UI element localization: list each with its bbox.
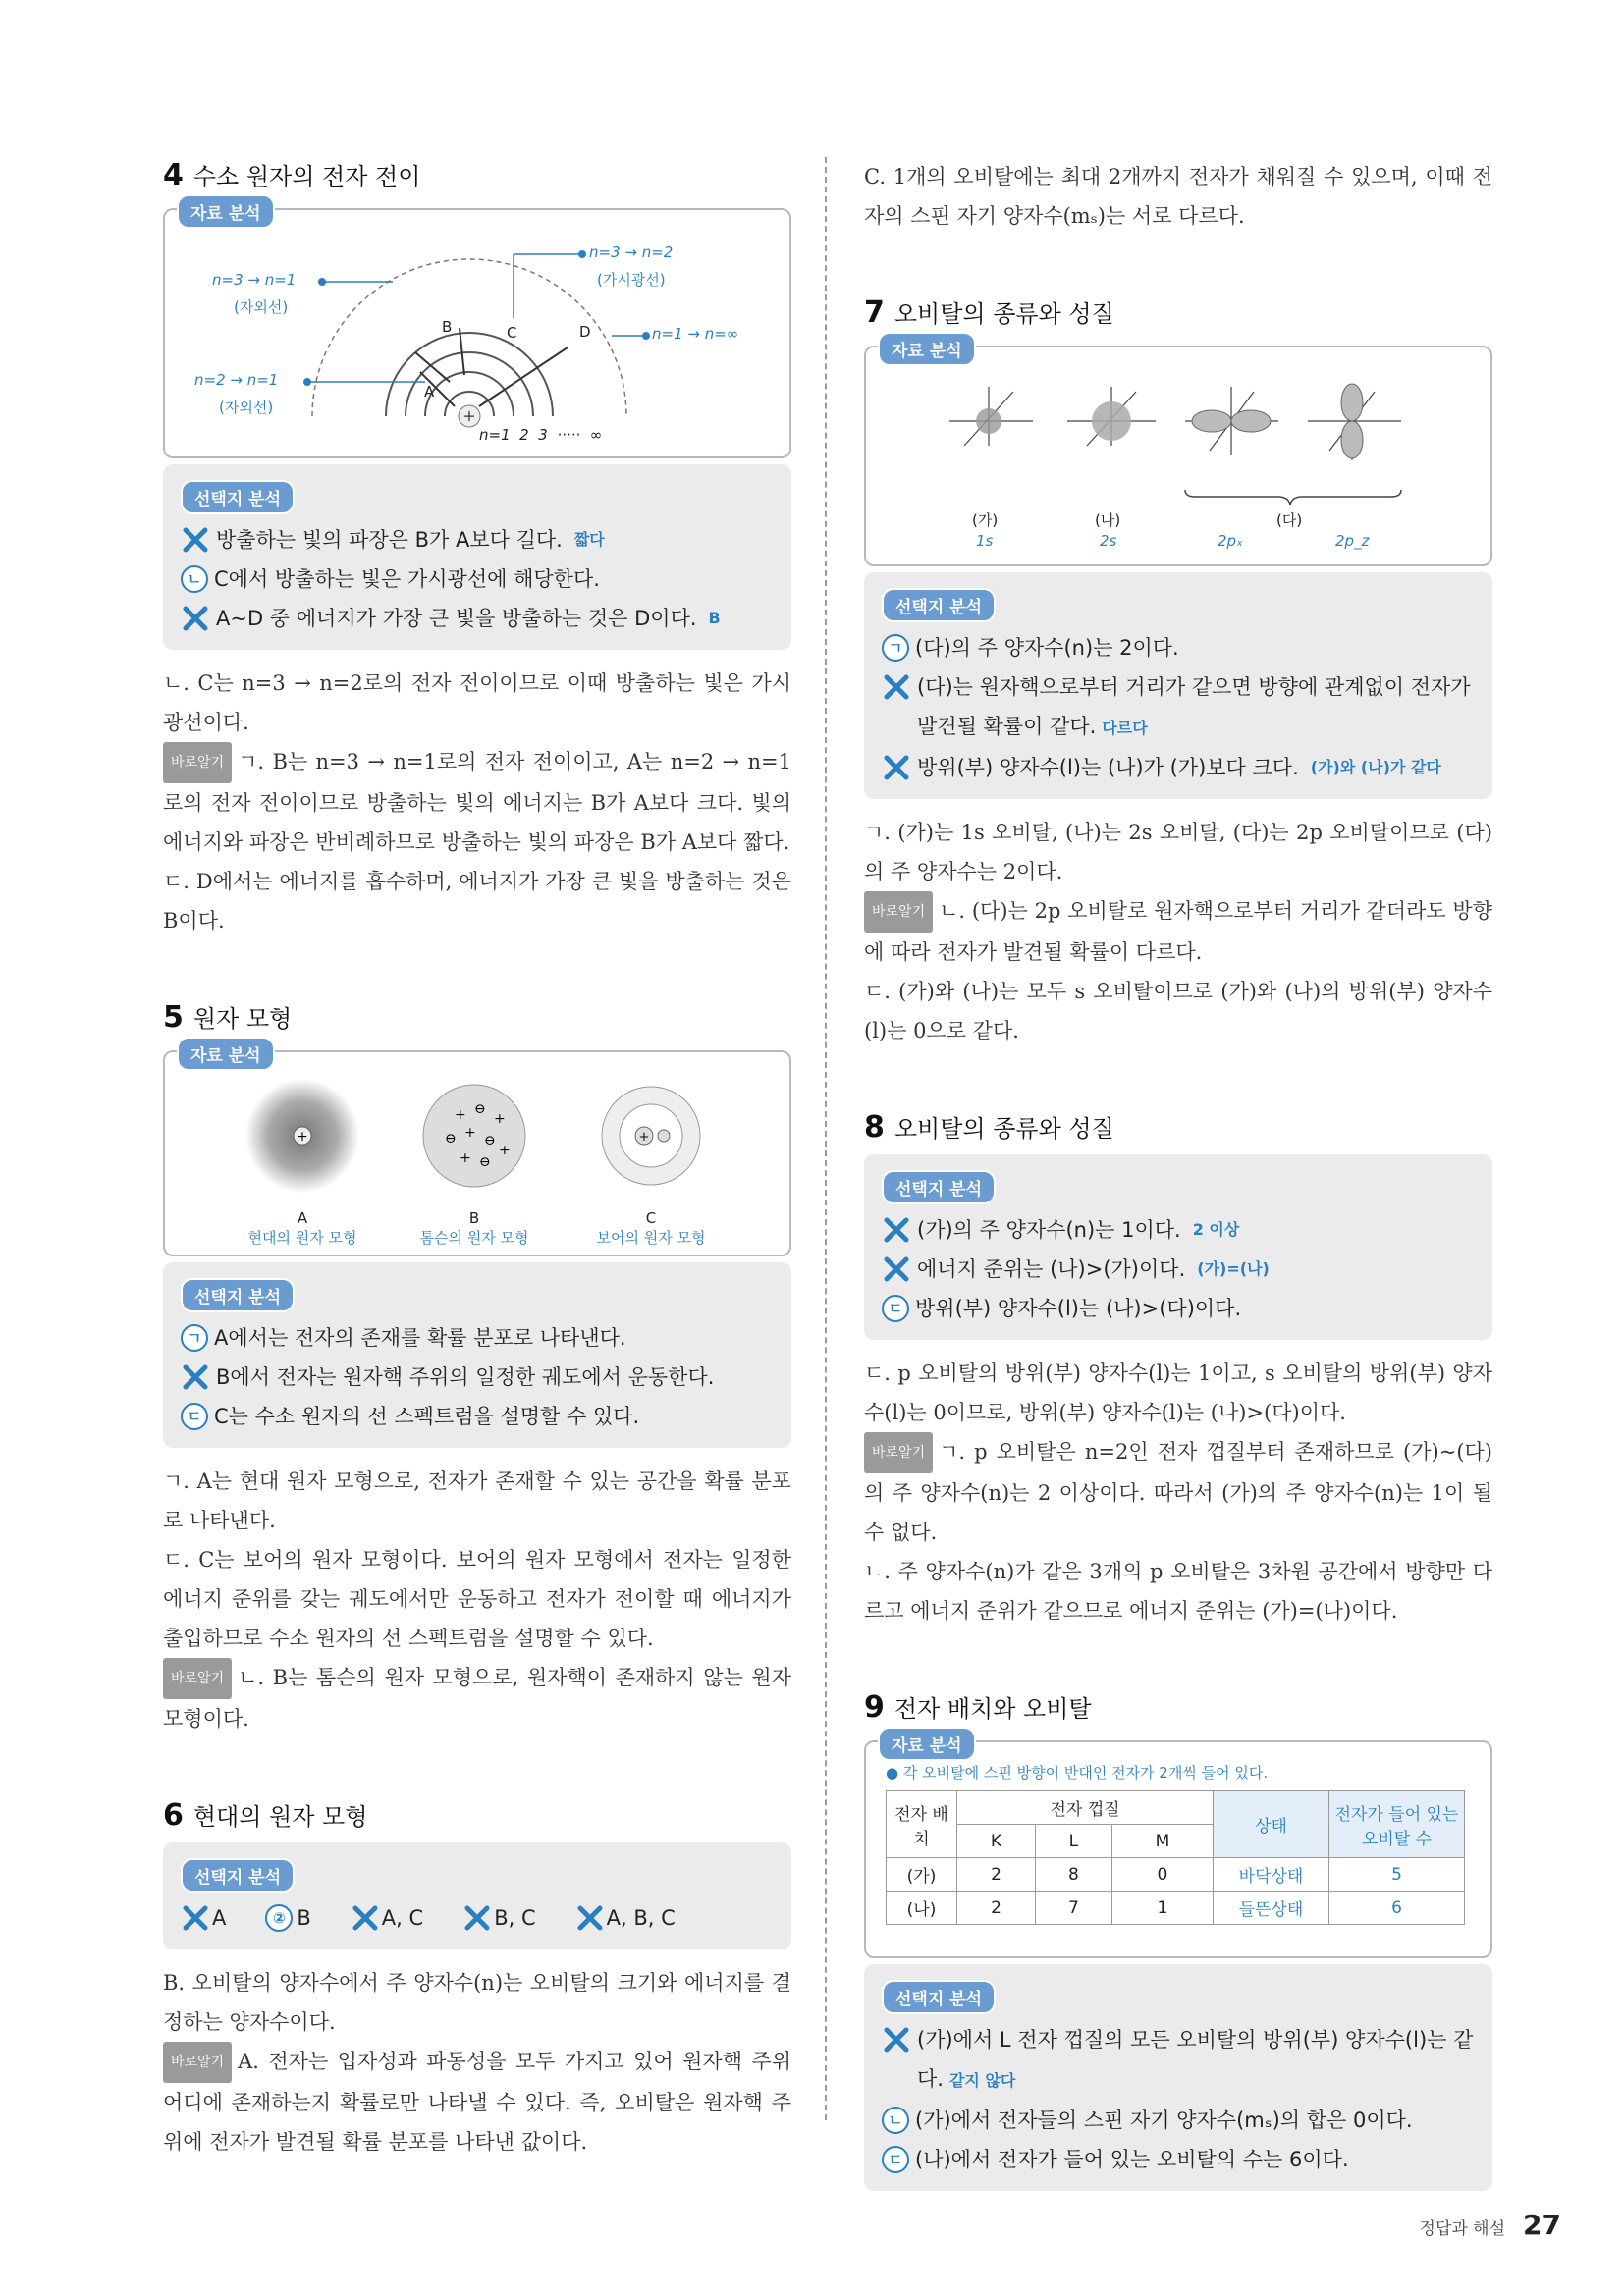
wrong-x-icon xyxy=(181,1903,210,1933)
header-K: K xyxy=(957,1825,1036,1858)
model-a-caption: A 현대의 원자 모형 xyxy=(247,1209,357,1247)
choice-item: (가)에서 L 전자 껍질의 모든 오비탈의 방위(부) 양자수(l)는 같다. 같지 않다 xyxy=(882,2020,1475,2101)
choice-item: ㄴ C에서 방출하는 빛은 가시광선에 해당한다. xyxy=(181,560,774,599)
label-B: B xyxy=(442,318,453,336)
data-analysis-tag: 자료 분석 xyxy=(177,194,275,229)
question-4 xyxy=(163,157,791,940)
column-divider xyxy=(825,157,827,2120)
wrong-x-icon xyxy=(181,1362,210,1392)
svg-text:+: + xyxy=(494,1111,506,1127)
header-state: 상태 xyxy=(1214,1791,1329,1858)
electron-config-table xyxy=(886,1790,1465,1925)
choice-item: 에너지 준위는 (나)>(가)이다. (가)=(나) xyxy=(882,1250,1475,1289)
data-analysis-tag: 자료 분석 xyxy=(177,1037,275,1071)
question-6-title: 6 현대의 원자 모형 xyxy=(163,1798,368,1833)
right-column xyxy=(864,157,1492,2191)
q9-data-box xyxy=(864,1736,1492,1958)
wrong-x-icon xyxy=(181,604,210,633)
question-9-title: 9 전자 배치와 오비탈 xyxy=(864,1690,1092,1725)
wrong-x-icon xyxy=(882,2025,911,2055)
left-column xyxy=(163,157,791,2230)
label-left1: n=3 → n=1 xyxy=(212,271,297,289)
orbital-name-2pz: 2p_z xyxy=(1335,532,1370,550)
orbital-name-1s: 1s xyxy=(976,532,994,550)
option-1: A xyxy=(181,1898,226,1938)
q9-choice-box xyxy=(864,1964,1492,2191)
choice-item: 방출하는 빛의 파장은 B가 A보다 길다. 짧다 xyxy=(181,520,774,560)
correct-circle-icon: ㄷ xyxy=(882,1295,909,1322)
svg-text:⊖: ⊖ xyxy=(445,1131,457,1147)
correction-badge: 바로알기 xyxy=(163,2042,232,2083)
choice-analysis-tag: 선택지 분석 xyxy=(181,480,295,514)
svg-text:+: + xyxy=(297,1129,308,1145)
model-b-caption: B 톰슨의 원자 모형 xyxy=(419,1209,529,1247)
header-L: L xyxy=(1035,1825,1111,1858)
correct-circle-icon: ㄷ xyxy=(181,1403,208,1430)
question-8 xyxy=(864,1109,1492,1630)
q8-explanation: ㄷ. p 오비탈의 방위(부) 양자수(l)는 1이고, s 오비탈의 방위(부) 양자수(l)는 0이므로, 방위(부) 양자수(l)는 (나)>(다)이다. 바로알기 ㄱ. p 오비탈은 n=2인 전자 껍질부터 존재하므로 (가)~(다)의 주 양자수(n)는 2 이상이다. 따라서 (가)의 주 양자수(n)는 1이 될 수 없다. ㄴ. 주 양자수(n)가 같은 3개의 p 오비탈은 3차원 공간에서 방향만 다르고 에너지 준위가 같으므로 에너지 준위는 (가)=(나)이다. xyxy=(864,1362,1492,1623)
svg-text:+: + xyxy=(499,1143,511,1158)
q7-explanation: ㄱ. (가)는 1s 오비탈, (나)는 2s 오비탈, (다)는 2p 오비탈이므로 (다)의 주 양자수는 2이다. 바로알기 ㄴ. (다)는 2p 오비탈로 원자핵으로부터 거리가 같더라도 방향에 따라 전자가 발견될 확률이 다르다. ㄷ. (가)와 (나)는 모두 s 오비탈이므로 (가)와 (나)의 방위(부) 양자수(l)는 0으로 같다. xyxy=(864,821,1492,1042)
svg-text:⊖: ⊖ xyxy=(484,1133,496,1148)
svg-text:+: + xyxy=(638,1130,650,1145)
label-C: C xyxy=(507,324,517,342)
page-footer xyxy=(1420,2209,1561,2241)
question-8-title: 8 오비탈의 종류와 성질 xyxy=(864,1110,1114,1145)
svg-text:+: + xyxy=(460,1150,471,1166)
atomic-models-figure xyxy=(165,1072,789,1209)
header-config: 전자 배치 xyxy=(887,1791,957,1858)
choice-item: ㄴ (가)에서 전자들의 스핀 자기 양자수(mₛ)의 합은 0이다. xyxy=(882,2101,1475,2140)
data-analysis-tag: 자료 분석 xyxy=(878,332,976,366)
wrong-x-icon xyxy=(462,1903,492,1933)
correction-badge: 바로알기 xyxy=(163,1658,232,1699)
orbital-group-label: (다) xyxy=(1276,511,1303,529)
label-left2-sub: (자외선) xyxy=(219,399,274,416)
correct-circle-icon: ㄷ xyxy=(882,2146,909,2173)
q5-explanation: ㄱ. A는 현대 원자 모형으로, 전자가 존재할 수 있는 공간을 확률 분포로 나타낸다. ㄷ. C는 보어의 원자 모형이다. 보어의 원자 모형에서 전자는 일정한 에너지 준위를 갖는 궤도에서만 운동하고 전자가 전이할 때 에너지가 출입하므로 수소 원자의 선 스펙트럼을 설명할 수 있다. 바로알기 ㄴ. B는 톰슨의 원자 모형으로, 원자핵이 존재하지 않는 원자 모형이다. xyxy=(163,1469,791,1731)
model-c-caption: C 보어의 원자 모형 xyxy=(596,1209,706,1247)
choice-item: 방위(부) 양자수(l)는 (나)가 (가)보다 크다. (가)와 (나)가 같다 xyxy=(882,748,1475,787)
choice-analysis-tag: 선택지 분석 xyxy=(181,1278,295,1312)
q4-data-box xyxy=(163,204,791,458)
choice-item: ㄷ (나)에서 전자가 들어 있는 오비탈의 수는 6이다. xyxy=(882,2140,1475,2179)
wrong-x-icon xyxy=(351,1903,380,1933)
footer-text: 정답과 해설 xyxy=(1419,2219,1506,2239)
q5-data-box xyxy=(163,1046,791,1256)
question-7-title: 7 오비탈의 종류와 성질 xyxy=(864,295,1114,330)
correction-badge: 바로알기 xyxy=(864,891,933,933)
label-left2: n=2 → n=1 xyxy=(194,371,279,389)
energy-levels: n=1 2 3 ····· ∞ xyxy=(479,426,603,444)
svg-text:⊖: ⊖ xyxy=(474,1101,486,1117)
option-3: A, C xyxy=(351,1898,423,1938)
choice-analysis-tag: 선택지 분석 xyxy=(882,1170,996,1204)
orbital-label-na: (나) xyxy=(1095,511,1121,529)
question-4-title: 4 수소 원자의 전자 전이 xyxy=(163,158,421,192)
table-row: (가) 2 8 0 바닥상태 5 xyxy=(887,1858,1465,1892)
header-count: 전자가 들어 있는 오비탈 수 xyxy=(1329,1791,1465,1858)
choice-item: ㄷ C는 수소 원자의 선 스펙트럼을 설명할 수 있다. xyxy=(181,1397,774,1436)
wrong-x-icon xyxy=(882,1215,911,1245)
correct-circle-icon: ② xyxy=(265,1904,293,1932)
choice-analysis-tag: 선택지 분석 xyxy=(882,1980,996,2014)
question-5-title: 5 원자 모형 xyxy=(163,1000,293,1035)
choice-item: B에서 전자는 원자핵 주위의 일정한 궤도에서 운동한다. xyxy=(181,1358,774,1397)
label-A: A xyxy=(424,383,435,400)
orbital-name-2s: 2s xyxy=(1100,532,1117,550)
wrong-x-icon xyxy=(181,525,210,555)
q6-explanation-continued: C. 1개의 오비탈에는 최대 2개까지 전자가 채워질 수 있으며, 이때 전자의 스핀 자기 양자수(mₛ)는 서로 다르다. xyxy=(864,165,1492,228)
wrong-x-icon xyxy=(575,1903,605,1933)
wrong-x-icon xyxy=(882,753,911,782)
correct-circle-icon: ㄱ xyxy=(882,634,909,662)
option-2: ② B xyxy=(265,1898,310,1938)
q4-explanation: ㄴ. C는 n=3 → n=2로의 전자 전이이므로 이때 방출하는 빛은 가시광선이다. 바로알기 ㄱ. B는 n=3 → n=1로의 전자 전이이고, A는 n=2 → n=1로의 전자 전이이므로 방출하는 빛의 에너지는 B가 A보다 크다. 빛의 에너지와 파장은 반비례하므로 방출하는 빛의 파장은 B가 A보다 짧다. ㄷ. D에서는 에너지를 흡수하며, 에너지가 가장 큰 빛을 방출하는 것은 B이다. xyxy=(163,671,791,933)
table-row: (나) 2 7 1 들뜬상태 6 xyxy=(887,1892,1465,1925)
label-top-sub: (가시광선) xyxy=(597,271,666,289)
choice-item: (다)는 원자핵으로부터 거리가 같으면 방향에 관계없이 전자가 발견될 확률이 같다. 다르다 xyxy=(882,667,1475,748)
q7-choice-box xyxy=(864,572,1492,799)
svg-text:+: + xyxy=(464,1125,476,1141)
correct-circle-icon: ㄱ xyxy=(181,1324,208,1352)
question-5 xyxy=(163,999,791,1738)
correction-badge: 바로알기 xyxy=(163,742,232,783)
table-header-row xyxy=(887,1791,1465,1825)
q9-callout: ● 각 오비탈에 스핀 방향이 반대인 전자가 2개씩 들어 있다. xyxy=(886,1764,1269,1782)
question-9 xyxy=(864,1689,1492,2191)
correction-badge: 바로알기 xyxy=(864,1432,933,1473)
svg-text:+: + xyxy=(455,1107,466,1123)
label-top: n=3 → n=2 xyxy=(589,243,674,261)
choice-item: ㄱ (다)의 주 양자수(n)는 2이다. xyxy=(882,628,1475,667)
q7-data-box xyxy=(864,342,1492,566)
q5-choice-box xyxy=(163,1262,791,1448)
data-analysis-tag: 자료 분석 xyxy=(878,1727,976,1761)
orbital-label-ga: (가) xyxy=(972,511,999,529)
wrong-x-icon xyxy=(882,672,911,702)
orbital-shapes-figure xyxy=(866,347,1490,563)
choice-item: ㄱ A에서는 전자의 존재를 확률 분포로 나타낸다. xyxy=(181,1318,774,1358)
label-right: n=1 → n=∞ xyxy=(652,325,739,343)
label-D: D xyxy=(579,323,591,341)
label-left1-sub: (자외선) xyxy=(234,298,289,316)
choice-analysis-tag: 선택지 분석 xyxy=(181,1858,295,1893)
svg-text:+: + xyxy=(462,406,476,425)
option-5: A, B, C xyxy=(575,1898,676,1938)
q8-choice-box xyxy=(864,1154,1492,1340)
correct-circle-icon: ㄴ xyxy=(181,565,208,593)
choice-item: (가)의 주 양자수(n)는 1이다. 2 이상 xyxy=(882,1210,1475,1250)
q4-choice-box xyxy=(163,464,791,650)
q6-choice-box xyxy=(163,1842,791,1949)
wrong-x-icon xyxy=(882,1255,911,1284)
header-M: M xyxy=(1111,1825,1213,1858)
svg-text:⊖: ⊖ xyxy=(479,1154,491,1170)
orbital-name-2px: 2pₓ xyxy=(1218,532,1243,550)
question-6 xyxy=(163,1797,791,2162)
page-number: 27 xyxy=(1523,2209,1561,2241)
choice-item: ㄷ 방위(부) 양자수(l)는 (나)>(다)이다. xyxy=(882,1289,1475,1328)
q6-explanation: B. 오비탈의 양자수에서 주 양자수(n)는 오비탈의 크기와 에너지를 결정하는 양자수이다. 바로알기 A. 전자는 입자성과 파동성을 모두 가지고 있어 원자핵 주위 어디에 존재하는지 확률로만 나타낼 수 있다. 즉, 오비탈은 원자핵 주위에 전자가 발견될 확률 분포를 나타낸 값이다. xyxy=(163,1971,791,2154)
choice-item: A~D 중 에너지가 가장 큰 빛을 방출하는 것은 D이다. B xyxy=(181,599,774,638)
choice-analysis-tag: 선택지 분석 xyxy=(882,588,996,622)
header-shell: 전자 껍질 xyxy=(957,1791,1214,1825)
question-7 xyxy=(864,294,1492,1050)
q6-options xyxy=(181,1898,774,1938)
correct-circle-icon: ㄴ xyxy=(882,2107,909,2134)
option-4: B, C xyxy=(462,1898,535,1938)
